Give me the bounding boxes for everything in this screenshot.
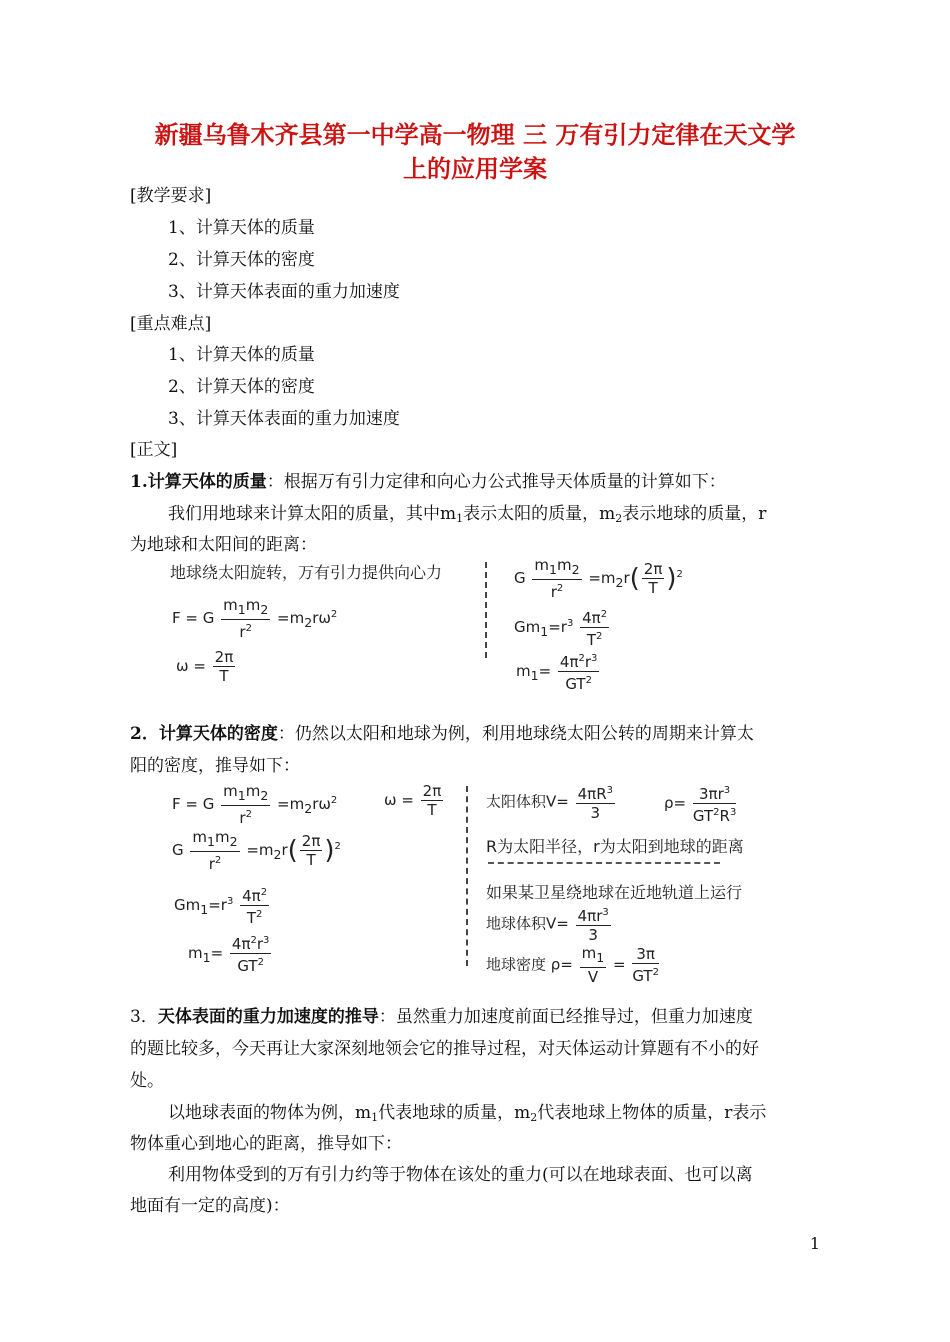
- formula1-divider: [485, 562, 487, 658]
- formula1-force: F = G $\frac{m_1m_2}{r^2}$ $=m_2r\omega^2$: [172, 596, 338, 641]
- formula2-force: F = G $\frac{m_1m_2}{r^2}$ $=m_2r\omega^2$: [172, 782, 338, 827]
- formula2-sun-density: ρ= $\frac{3\pi r^3}{GT^2R^3}$: [664, 782, 738, 825]
- formula2-gravity-centripetal: G $\frac{m_1m_2}{r^2}$ $=m_2r$( $\frac{2\pi}{T}$ )$^2$: [172, 828, 341, 873]
- section-requirements: [教学要求]: [130, 186, 212, 206]
- formula2-m1: $m_1=$ $\frac{4\pi^2r^3}{GT^2}$: [188, 932, 273, 975]
- paragraph-5-line-1: 利用物体受到的万有引力约等于物体在该处的重力(可以在地球表面、也可以离: [168, 1165, 753, 1185]
- paragraph-1-text: ：根据万有引力定律和向心力公式推导天体质量的计算如下：: [266, 472, 726, 492]
- paragraph-3-line-1: 3．天体表面的重力加速度的推导：虽然重力加速度前面已经推导过，但重力加速度: [130, 1007, 753, 1027]
- formula2-radius-note: R为太阳半径，r为太阳到地球的距离: [486, 837, 744, 856]
- paragraph-2-heading: 2．计算天体的密度: [130, 724, 278, 744]
- title-line-2: 上的应用学案: [403, 154, 547, 183]
- paragraph-1-line-2: 我们用地球来计算太阳的质量，其中$m_1$表示太阳的质量，$m_2$表示地球的质量，r: [168, 504, 767, 525]
- paragraph-2-line-2: 阳的密度，推导如下：: [130, 756, 300, 776]
- key-item-1: 1、计算天体的质量: [168, 345, 315, 365]
- key-item-2: 2、计算天体的密度: [168, 377, 315, 397]
- req-item-3: 3、计算天体表面的重力加速度: [168, 282, 400, 302]
- formula1-gm1: $Gm_1=r^3$ $\frac{4\pi^2}{T^2}$: [514, 606, 611, 649]
- formula2-omega: ω = $\frac{2\pi}{T}$: [384, 782, 442, 819]
- req-item-1: 1、计算天体的质量: [168, 218, 315, 238]
- paragraph-1-line-1: [130, 470, 726, 494]
- paragraph-4-line-2: 物体重心到地心的距离，推导如下：: [130, 1134, 402, 1154]
- key-item-3: 3、计算天体表面的重力加速度: [168, 409, 400, 429]
- section-key-points: [重点难点]: [130, 314, 212, 334]
- paragraph-3-heading: 天体表面的重力加速度的推导: [157, 1007, 379, 1027]
- formula1-m1: $m_1=$ $\frac{4\pi^2r^3}{GT^2}$: [516, 650, 601, 693]
- section-body: [正文]: [130, 440, 178, 460]
- paragraph-3-line-2: 的题比较多，今天再让大家深刻地领会它的推导过程，对天体运动计算题有不小的好: [130, 1039, 759, 1059]
- formula2-gm1: $Gm_1=r^3$ $\frac{4\pi^2}{T^2}$: [174, 884, 271, 927]
- formula2-earth-density: 地球密度 ρ= $\frac{m_1}{V}$ = $\frac{3\pi}{GT^2}$: [486, 944, 659, 986]
- formula1-label: 地球绕太阳旋转，万有引力提供向心力: [170, 563, 443, 582]
- paragraph-4-line-1: 以地球表面的物体为例，$m_1$代表地球的质量，$m_2$代表地球上物体的质量，r表示: [168, 1103, 767, 1124]
- paragraph-3-line-3: 处。: [130, 1071, 164, 1091]
- formula2-earth-volume: 地球体积V= $\frac{4\pi r^3}{3}$: [486, 904, 613, 944]
- title-line-1: 新疆乌鲁木齐县第一中学高一物理 三 万有引力定律在天文学: [154, 120, 796, 149]
- formula1-gravity-centripetal: G $\frac{m_1m_2}{r^2}$ $=m_2r$( $\frac{2\pi}{T}$ )$^2$: [514, 556, 683, 601]
- page-number: 1: [809, 1234, 820, 1253]
- paragraph-1-line-3: 为地球和太阳间的距离：: [130, 535, 317, 555]
- formula1-omega: ω = $\frac{2\pi}{T}$: [176, 648, 234, 685]
- paragraph-5-line-2: 地面有一定的高度)：: [130, 1196, 290, 1216]
- paragraph-1-heading: 1.计算天体的质量: [130, 472, 267, 492]
- formula2-satellite-note: 如果某卫星绕地球在近地轨道上运行: [486, 883, 743, 902]
- formula2-divider: [466, 786, 468, 966]
- formula2-dashed-separator: [488, 862, 720, 864]
- req-item-2: 2、计算天体的密度: [168, 250, 315, 270]
- paragraph-2-line-1: 2．计算天体的密度：仍然以太阳和地球为例，利用地球绕太阳公转的周期来计算太: [130, 724, 754, 744]
- formula2-sun-volume: 太阳体积V= $\frac{4\pi R^3}{3}$: [486, 782, 617, 822]
